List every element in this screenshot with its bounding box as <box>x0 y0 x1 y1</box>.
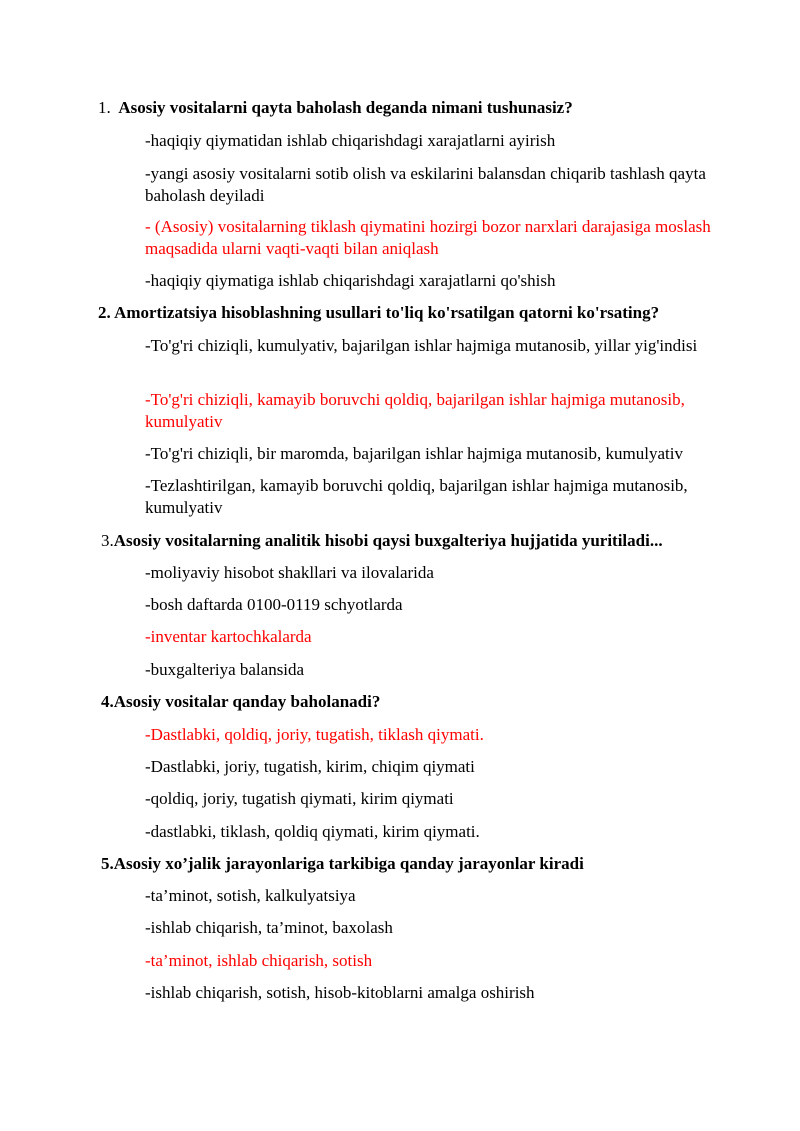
question-2-option-b-correct: -To'g'ri chiziqli, kamayib boruvchi qoldiq, bajarilgan ishlar hajmiga mutanosib, kumulyativ <box>145 390 685 431</box>
question-1-text: Asosiy vositalarni qayta baholash deganda nimani tushunasiz? <box>118 98 573 117</box>
question-1 <box>98 97 573 118</box>
question-1-option-c-correct: - (Asosiy) vositalarning tiklash qiymatini hozirgi bozor narxlari darajasiga moslash maqsadida ularni vaqti-vaqti bilan aniqlash <box>145 217 711 258</box>
question-5-option-d: -ishlab chiqarish, sotish, hisob-kitoblarni amalga oshirish <box>145 983 535 1002</box>
question-1-option-b: -yangi asosiy vositalarni sotib olish va eskilarini balansdan chiqarib tashlash qayta baholash deyiladi <box>145 164 706 205</box>
question-2-text: Amortizatsiya hisoblashning usullari to'liq ko'rsatilgan qatorni ko'rsating? <box>114 303 660 322</box>
question-4 <box>101 691 380 712</box>
question-5-option-c-correct: -ta’minot, ishlab chiqarish, sotish <box>145 951 373 970</box>
question-5-number: 5. <box>101 854 114 873</box>
question-2-option-a: -To'g'ri chiziqli, kumulyativ, bajarilgan ishlar hajmiga mutanosib, yillar yig'indisi <box>145 336 698 355</box>
question-4-text: Asosiy vositalar qanday baholanadi? <box>113 692 381 711</box>
question-3-text: Asosiy vositalarning analitik hisobi qaysi buxgalteriya hujjatida yuritiladi... <box>113 531 663 550</box>
question-3-option-d: -buxgalteriya balansida <box>145 660 305 679</box>
question-3-option-c-correct: -inventar kartochkalarda <box>145 627 312 646</box>
question-4-option-d: -dastlabki, tiklash, qoldiq qiymati, kirim qiymati. <box>145 822 480 841</box>
question-3 <box>101 530 663 551</box>
question-1-number: 1. <box>98 98 111 117</box>
question-4-number: 4. <box>101 692 114 711</box>
question-4-option-b: -Dastlabki, joriy, tugatish, kirim, chiqim qiymati <box>145 757 475 776</box>
question-5-text: Asosiy xo’jalik jarayonlariga tarkibiga qanday jarayonlar kiradi <box>113 854 584 873</box>
question-4-option-a-correct: -Dastlabki, qoldiq, joriy, tugatish, tiklash qiymati. <box>145 725 484 744</box>
question-1-option-d: -haqiqiy qiymatiga ishlab chiqarishdagi xarajatlarni qo'shish <box>145 271 556 290</box>
question-5 <box>101 853 584 874</box>
question-2-option-c: -To'g'ri chiziqli, bir maromda, bajarilgan ishlar hajmiga mutanosib, kumulyativ <box>145 444 683 463</box>
question-3-option-b: -bosh daftarda 0100-0119 schyotlarda <box>145 595 403 614</box>
question-4-option-c: -qoldiq, joriy, tugatish qiymati, kirim qiymati <box>145 789 454 808</box>
question-3-number: 3. <box>101 531 114 550</box>
question-2-option-d: -Tezlashtirilgan, kamayib boruvchi qoldiq, bajarilgan ishlar hajmiga mutanosib, kumulyativ <box>145 476 688 517</box>
question-5-option-b: -ishlab chiqarish, ta’minot, baxolash <box>145 918 393 937</box>
question-5-option-a: -ta’minot, sotish, kalkulyatsiya <box>145 886 356 905</box>
question-2 <box>98 302 659 323</box>
question-2-number: 2. <box>98 303 111 322</box>
question-3-option-a: -moliyaviy hisobot shakllari va ilovalarida <box>145 563 434 582</box>
question-1-option-a: -haqiqiy qiymatidan ishlab chiqarishdagi xarajatlarni ayirish <box>145 131 556 150</box>
